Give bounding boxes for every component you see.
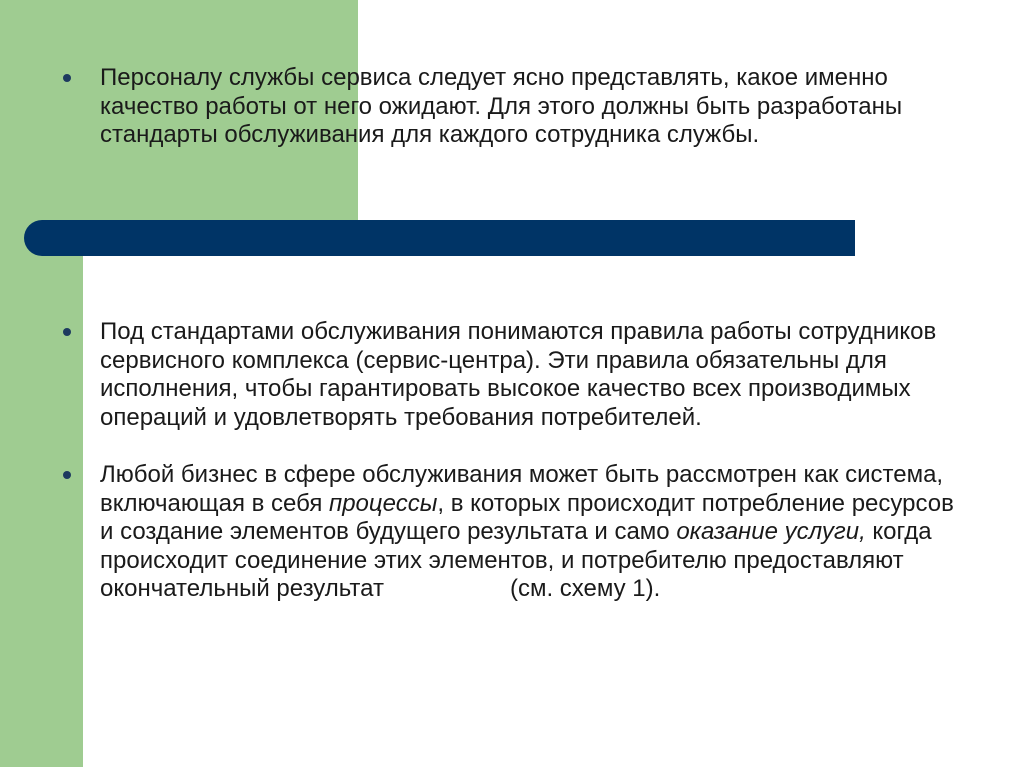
bullet-list-top <box>0 64 960 150</box>
bullet-text-part: Любой бизнес в сфере обслуживания может быть рассмотрен как система, включающая в себя <box>100 461 944 517</box>
bullet-item <box>0 318 990 432</box>
bullet-text: Персоналу службы сервиса следует ясно представлять, какое именно качество работы от него ожидают. Для этого должны быть разработаны стандарты обслуживания для каждого сотрудника службы. <box>100 64 903 148</box>
bullet-dot-icon <box>63 471 71 479</box>
divider-bar <box>24 220 855 256</box>
bullet-text: Под стандартами обслуживания понимаются правила работы сотрудников сервисного комплекса (сервис-центра). Эти правила обязательны для исполнения, чтобы гарантировать высокое качество всех производимых операций и удовлетворять требования потребителей. <box>100 318 937 431</box>
bullet-text-reference: (см. схему 1). <box>509 575 661 602</box>
bullet-italic-processes: процессы <box>328 489 438 517</box>
bullet-list-bottom <box>0 461 960 604</box>
bullet-dot-icon <box>63 74 71 82</box>
bullet-italic-service: оказание услуги, <box>676 518 866 545</box>
bullet-item <box>0 64 960 150</box>
bullet-list-middle <box>0 318 990 432</box>
bullet-item <box>0 461 960 604</box>
bullet-text-part: , в которых происходит потребление ресурсов и создание элементов будущего результата и само <box>100 489 954 545</box>
bullet-dot-icon <box>63 328 71 336</box>
bullet-text-part: когда происходит соединение этих элементов, и потребителю предоставляют окончательный результат <box>100 518 932 602</box>
